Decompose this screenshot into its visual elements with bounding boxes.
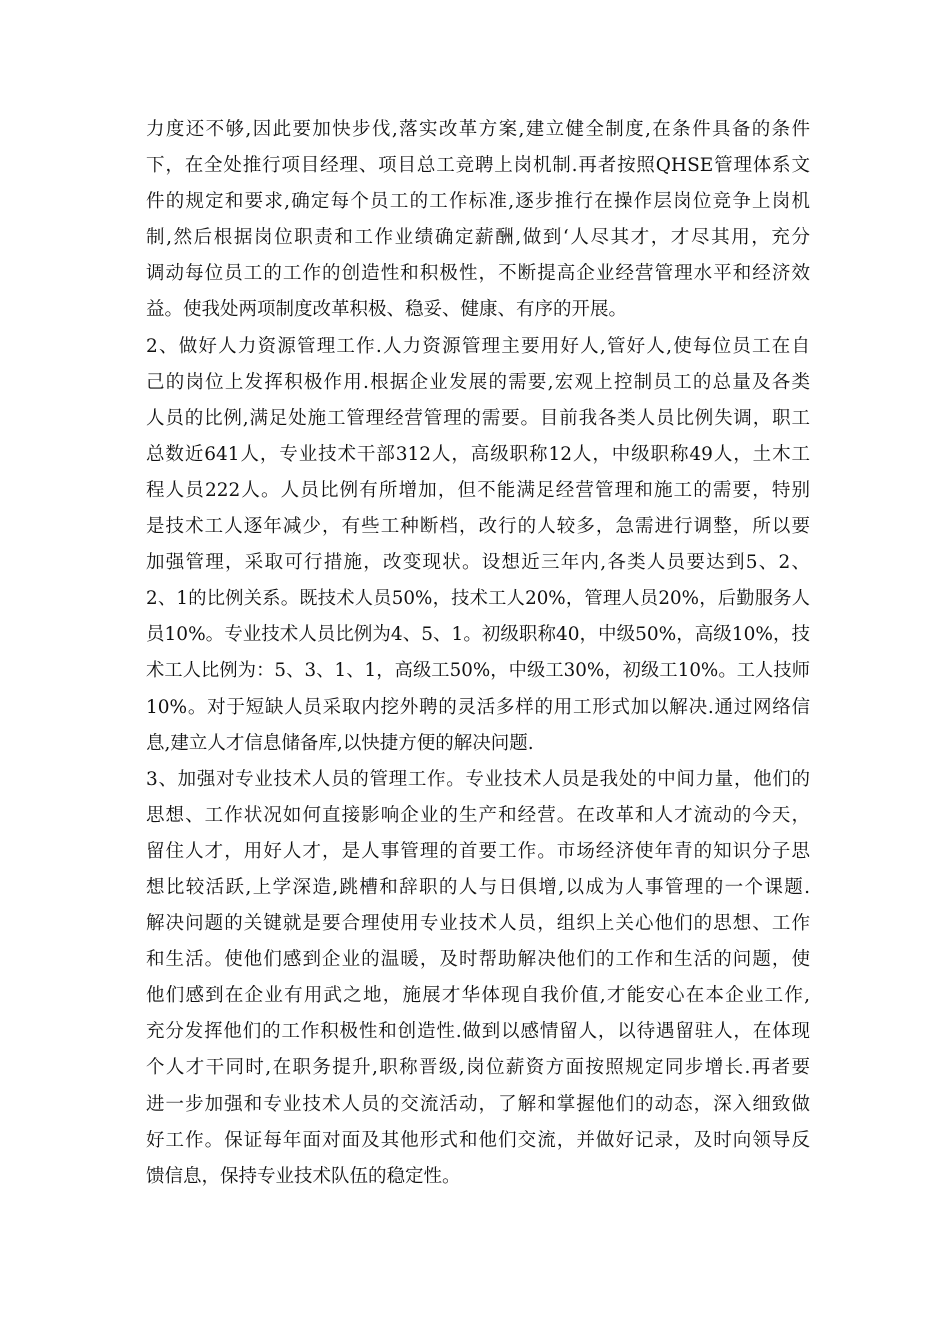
text-line: 益。使我处两项制度改革积极、稳妥、健康、有序的开展。: [146, 299, 628, 321]
section-2-heading-line: 2、做好人力资源管理工作.人力资源管理主要用好人,管好人,使每位员工在自: [146, 335, 810, 357]
text-line: 进一步加强和专业技术人员的交流活动，了解和掌握他们的动态，深入细致做: [146, 1093, 810, 1115]
text-line: 留住人才，用好人才，是人事管理的首要工作。市场经济使年青的知识分子思: [146, 840, 810, 862]
text-line: 馈信息，保持专业技术队伍的稳定性。: [146, 1165, 461, 1187]
text-line: 思想、工作状况如何直接影响企业的生产和经营。在改革和人才流动的今天，: [146, 804, 810, 826]
text-line: 力度还不够,因此要加快步伐,落实改革方案,建立健全制度,在条件具备的条件: [146, 119, 810, 140]
text-line: 个人才干同时,在职务提升,职称晋级,岗位薪资方面按照规定同步增长.再者要: [146, 1057, 810, 1079]
text-line: 息,建立人才信息储备库,以快捷方便的解决问题.: [146, 732, 534, 754]
text-line: 是技术工人逐年减少，有些工种断档，改行的人较多，急需进行调整，所以要: [146, 516, 810, 538]
text-line: 制,然后根据岗位职责和工作业绩确定薪酬,做到‘人尽其才，才尽其用，充分: [146, 227, 810, 249]
text-line: 员10%。专业技术人员比例为4、5、1。初级职称40，中级50%，高级10%，技: [146, 624, 810, 646]
text-line: 和生活。使他们感到企业的温暖，及时帮助解决他们的工作和生活的问题，使: [146, 949, 810, 971]
section-3-heading-line: 3、加强对专业技术人员的管理工作。专业技术人员是我处的中间力量，他们的: [146, 768, 810, 790]
text-line: 好工作。保证每年面对面及其他形式和他们交流，并做好记录，及时向领导反: [146, 1129, 810, 1151]
text-line: 下，在全处推行项目经理、项目总工竞聘上岗机制.再者按照QHSE管理体系文: [146, 155, 810, 177]
text-line: 加强管理，采取可行措施，改变现状。设想近三年内,各类人员要达到5、2、: [146, 552, 810, 574]
text-line: 10%。对于短缺人员采取内挖外聘的灵活多样的用工形式加以解决.通过网络信: [146, 696, 810, 718]
text-line: 调动每位员工的工作的创造性和积极性，不断提高企业经营管理水平和经济效: [146, 263, 810, 285]
text-line: 程人员222人。人员比例有所增加，但不能满足经营管理和施工的需要，特别: [146, 479, 810, 501]
text-line: 解决问题的关键就是要合理使用专业技术人员，组织上关心他们的思想、工作: [146, 913, 810, 935]
text-line: 想比较活跃,上学深造,跳槽和辞职的人与日俱增,以成为人事管理的一个课题.: [146, 876, 810, 898]
text-line: 人员的比例,满足处施工管理经营管理的需要。目前我各类人员比例失调，职工: [146, 407, 810, 429]
text-line: 件的规定和要求,确定每个员工的工作标准,逐步推行在操作层岗位竞争上岗机: [146, 191, 810, 213]
text-line: 己的岗位上发挥积极作用.根据企业发展的需要,宏观上控制员工的总量及各类: [146, 371, 810, 393]
text-line: 他们感到在企业有用武之地，施展才华体现自我价值,才能安心在本企业工作,: [146, 985, 810, 1007]
text-line: 术工人比例为：5、3、1、1，高级工50%，中级工30%，初级工10%。工人技师: [146, 660, 810, 682]
text-line: 2、1的比例关系。既技术人员50%，技术工人20%，管理人员20%，后勤服务人: [146, 588, 810, 610]
text-line: 总数近641人，专业技术干部312人，高级职称12人，中级职称49人，土木工: [146, 443, 810, 465]
document-body: [146, 112, 810, 1195]
text-line: 充分发挥他们的工作积极性和创造性.做到以感情留人，以待遇留驻人，在体现: [146, 1021, 810, 1043]
